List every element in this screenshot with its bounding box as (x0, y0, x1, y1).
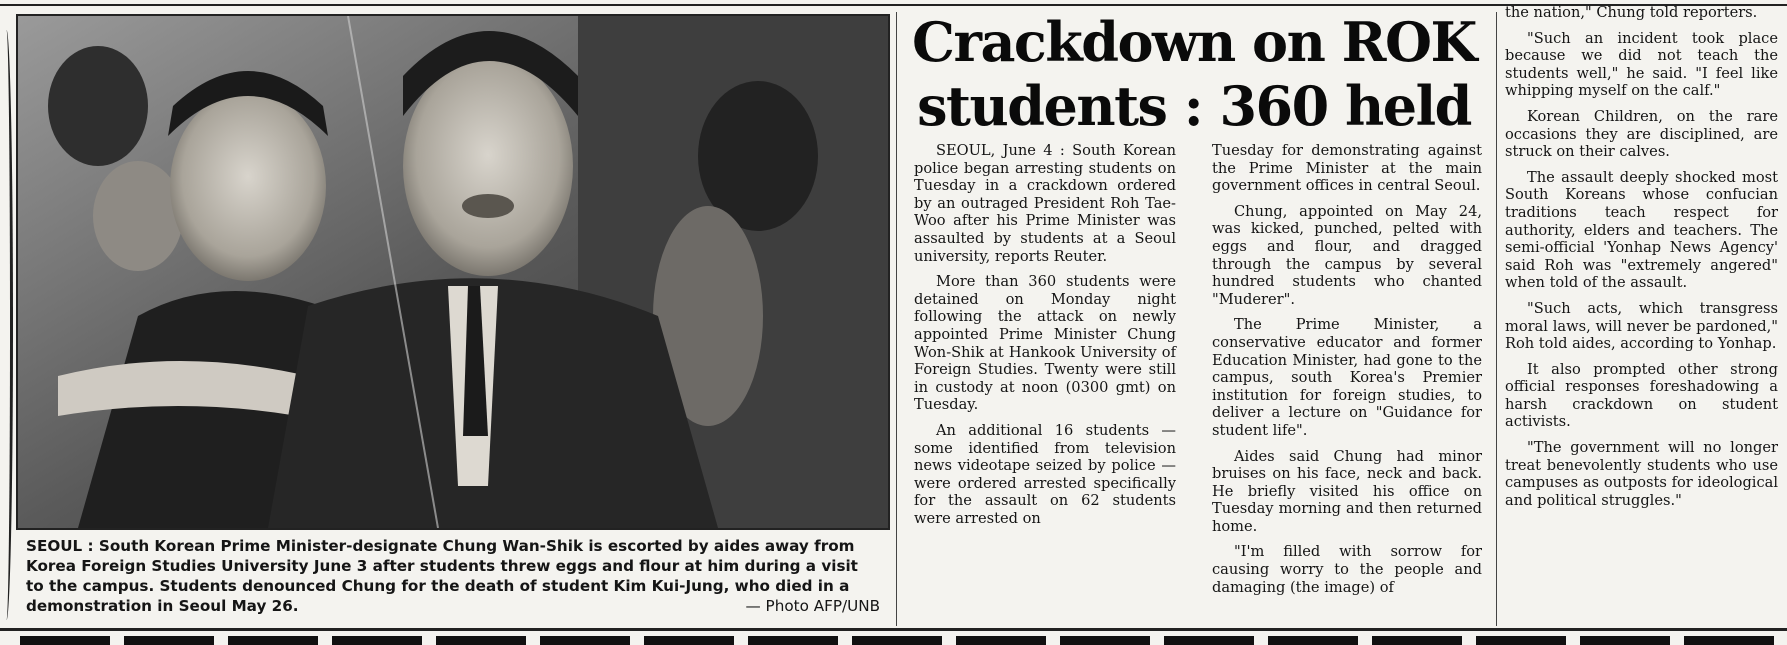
article-column-1 (914, 142, 1176, 535)
paragraph: Tuesday for demonstrating against the Prime Minister at the main government offices in central Seoul. (1212, 142, 1482, 195)
paragraph: Chung, appointed on May 24, was kicked, punched, pelted with eggs and flour, and dragged through the campus by several hundred students who chanted "Muderer". (1212, 202, 1482, 308)
photo-caption (26, 536, 880, 616)
paragraph: The assault deeply shocked most South Koreans whose confucian traditions teach respect for authority, elders and teachers. The semi-official 'Yonhap News Agency' said Roh was "extremely angered" when told of the assault. (1505, 168, 1778, 292)
paragraph: "Such acts, which transgress moral laws, will never be pardoned," Roh told aides, according to Yonhap. (1505, 299, 1778, 353)
article-column-2 (1212, 142, 1482, 604)
article-column-3 (1505, 4, 1778, 517)
headline (904, 10, 1484, 138)
column-divider (1496, 12, 1497, 626)
photo-illustration (18, 16, 888, 528)
headline-line-2: students : 360 held (917, 74, 1471, 138)
paragraph: Aides said Chung had minor bruises on his face, neck and back. He briefly visited his office on Tuesday morning and then returned home. (1212, 447, 1482, 535)
paragraph: the nation," Chung told reporters. (1505, 4, 1758, 21)
photo-credit: — Photo AFP/UNB (745, 597, 880, 615)
paragraph: An additional 16 students — some identified from television news videotape seized by police — were ordered arrested specifically for the assault on 62 students were arrested on (914, 421, 1176, 527)
next-article-headline-fragment (20, 636, 1780, 645)
caption-text: SEOUL : South Korean Prime Minister-designate Chung Wan-Shik is escorted by aides away from Korea Foreign Studies University June 3 after students threw eggs and flour at him during a visit to the campus. Students denounced Chung for the death of student Kim Kui-Jung, who died in a demonstration in Seoul May 26. (26, 537, 858, 615)
bottom-rule (0, 628, 1787, 631)
paragraph: It also prompted other strong official responses foreshadowing a harsh crackdown on student activists. (1505, 360, 1778, 431)
left-edge-bracket (0, 30, 13, 620)
paragraph: "The government will no longer treat benevolently students who use campuses as outposts for ideological and political struggles." (1505, 439, 1778, 509)
paragraph: "I'm filled with sorrow for causing worry to the people and damaging (the image) of (1212, 543, 1482, 596)
paragraph: Korean Children, on the rare occasions they are disciplined, are struck on their calves. (1505, 107, 1778, 161)
paragraph: SEOUL, June 4 : South Korean police began arresting students on Tuesday in a crackdown ordered by an outraged President Roh Tae-Woo after his Prime Minister was assaulted by students at a Seoul university, reports Reuter. (914, 142, 1176, 265)
paragraph: The Prime Minister, a conservative educator and former Education Minister, had gone to the campus, south Korea's Premier institution for foreign studies, to deliver a lecture on "Guidance for student life". (1212, 316, 1482, 439)
column-divider (896, 12, 897, 626)
news-photo (16, 14, 890, 530)
paragraph: "Such an incident took place because we did not teach the students well," he said. "I feel like whipping myself on the calf." (1505, 29, 1778, 100)
paragraph: More than 360 students were detained on Monday night following the attack on newly appointed Prime Minister Chung Won-Shik at Hankook University of Foreign Studies. Twenty were still in custody at noon (0300 gmt) on Tuesday. (914, 273, 1176, 414)
headline-line-1: Crackdown on ROK (912, 10, 1476, 74)
